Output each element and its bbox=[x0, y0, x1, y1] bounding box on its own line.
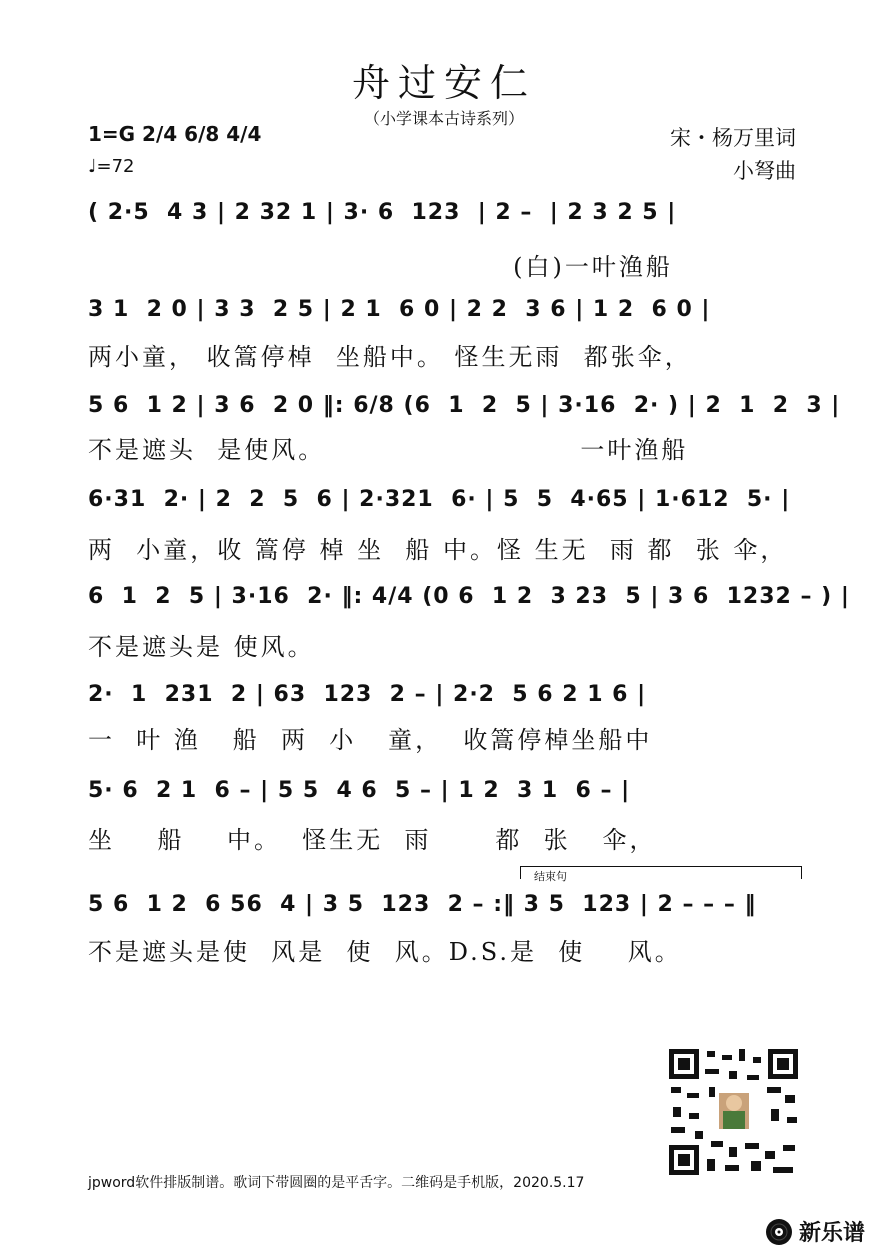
notation-line-8: 5 6 1 2 6 56 4 | 3 5 123 2 – :‖ 3 5 123 | 2 – – – ‖ bbox=[88, 892, 757, 917]
notation-line-4: 6·31 2· | 2 2 5 6 | 2·321 6· | 5 5 4·65 | 1·612 5· | bbox=[88, 487, 791, 512]
key-signature: 1=G 2/4 6/8 4/4 bbox=[88, 122, 262, 146]
lyrics-line-2: 两小童， 收篙停棹 坐船中。 怪生无雨 都张伞， bbox=[88, 343, 692, 371]
notation-line-5: 6 1 2 5 | 3·16 2· ‖: 4/4 (0 6 1 2 3 23 5 | 3 6 1232 – ) | bbox=[88, 584, 850, 609]
tempo-mark: ♩=72 bbox=[88, 156, 135, 177]
brand-logo bbox=[765, 1216, 865, 1247]
lyrics-line-4: 两 小童，收 篙停 棹 坐 船 中。怪 生无 雨 都 张 伞， bbox=[88, 536, 788, 564]
notation-line-6: 2· 1 231 2 | 63 123 2 – | 2·2 5 6 2 1 6 | bbox=[88, 682, 647, 707]
song-title: 舟过安仁 bbox=[351, 61, 536, 105]
lyrics-line-8: 不是遮头是使 风是 使 风。D.S.是 使 风。 bbox=[88, 938, 682, 966]
qr-code-image bbox=[667, 1047, 800, 1177]
notation-line-7: 5· 6 2 1 6 – | 5 5 4 6 5 – | 1 2 3 1 6 – | bbox=[88, 778, 631, 803]
notation-line-2: 3 1 2 0 | 3 3 2 5 | 2 1 6 0 | 2 2 3 6 | 1 2 6 0 | bbox=[88, 297, 711, 322]
coda-label: 结束句 bbox=[534, 870, 567, 883]
composer: 小弩曲 bbox=[733, 159, 796, 183]
notation-line-1: ( 2·5 4 3 | 2 32 1 | 3· 6 123 | 2 – | 2 3 2 5 | bbox=[88, 200, 677, 225]
lyrics-line-1: (白)一叶渔船 bbox=[88, 253, 673, 281]
lyrics-line-5: 不是遮头是 使风。 bbox=[88, 633, 315, 661]
lyricist: 宋・杨万里词 bbox=[670, 126, 796, 150]
footer-note: jpword软件排版制谱。歌词下带圆圈的是平舌字。二维码是手机版，2020.5.17 bbox=[88, 1175, 585, 1191]
song-subtitle: （小学课本古诗系列） bbox=[363, 109, 524, 128]
lyrics-line-7: 坐 船 中。 怪生无 雨 都 张 伞， bbox=[88, 826, 657, 854]
lyrics-line-3: 不是遮头 是使风。 一叶渔船 bbox=[88, 436, 689, 464]
vinyl-record-icon bbox=[765, 1218, 793, 1246]
notation-line-3: 5 6 1 2 | 3 6 2 0 ‖: 6/8 (6 1 2 5 | 3·16 2· ) | 2 1 2 3 | bbox=[88, 393, 841, 418]
lyrics-line-6: 一 叶 渔 船 两 小 童， 收篙停棹坐船中 bbox=[88, 726, 653, 754]
brand-name: 新乐谱 bbox=[799, 1221, 866, 1246]
